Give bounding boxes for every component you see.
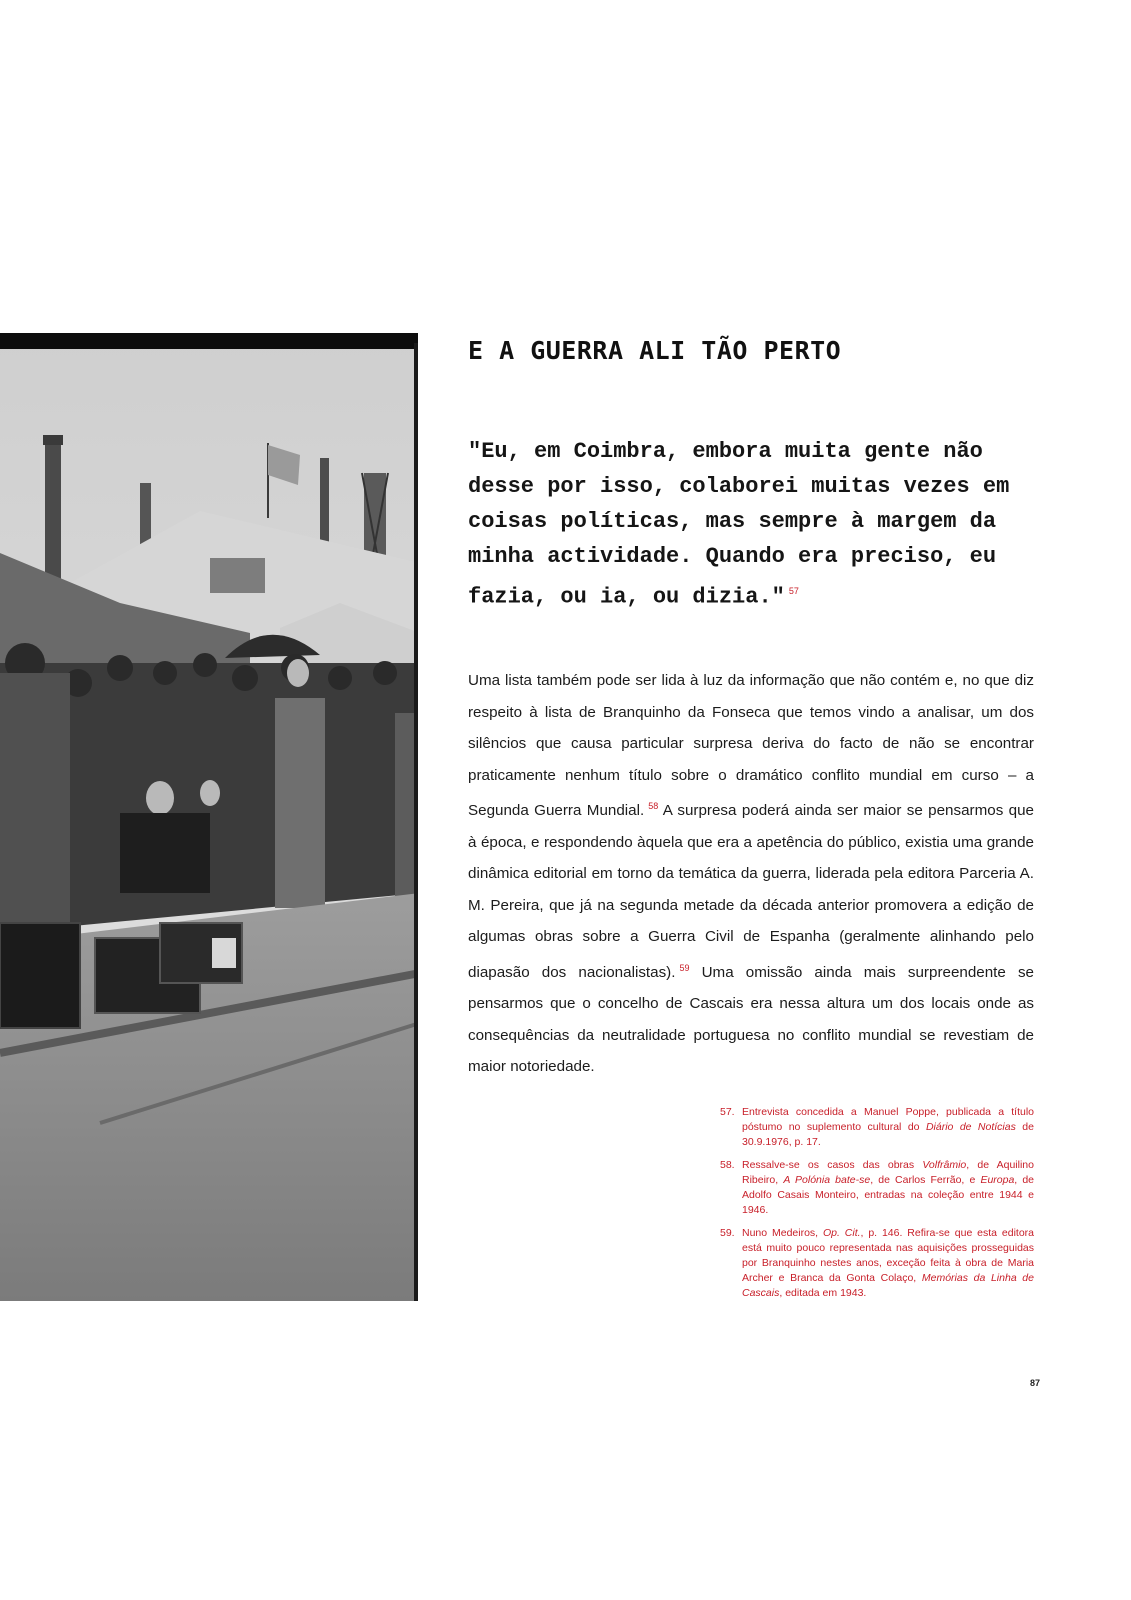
footnote-italic: Europa (980, 1174, 1015, 1186)
footnote-italic: A Polónia bate-se (783, 1174, 871, 1186)
footnote-59 (720, 1226, 1034, 1301)
body-text-part-3: Uma omissão ainda mais surpreendente se pensarmos que o concelho de Cascais era nessa altura um dos locais onde as consequências da neutralidade portuguesa no conflito mundial se revestiam de maior notoriedade. (468, 963, 1034, 1076)
body-text-part-1: Uma lista também pode ser lida à luz da informação que não contém e, no que diz respeito à lista de Branquinho da Fonseca que temos vindo a analisar, um dos silêncios que causa particular surpresa deriva do facto de não se encontrar praticamente nenhum título sobre o dramático conflito mundial em curso – a Segunda Guerra Mundial. (468, 672, 1034, 820)
footnote-text: , editada em 1943. (779, 1287, 867, 1299)
footnote-italic: Volfrâmio (922, 1159, 967, 1171)
footnote-italic: Memórias da Linha de Cascais (742, 1272, 1034, 1299)
footnote-58 (720, 1158, 1034, 1218)
pull-quote (468, 434, 1028, 614)
footnote-italic: Op. Cit. (822, 1227, 861, 1239)
footnote-number: 59. (720, 1227, 735, 1239)
footnote-text: Ressalve-se os casos das obras (742, 1159, 923, 1171)
footnotes (720, 1105, 1034, 1309)
footnote-ref-57[interactable]: 57 (788, 586, 799, 596)
pull-quote-text: "Eu, em Coimbra, embora muita gente não desse por isso, colaborei muitas vezes em coisas políticas, mas sempre à margem da minha actividade. Quando era preciso, eu fazia, ou ia, ou dizia." (468, 439, 1010, 610)
footnote-text: Entrevista concedida a Manuel Poppe, publicada a título póstumo no suplemento cultural do (742, 1106, 1034, 1133)
footnote-text: , de Carlos Ferrão, e (870, 1174, 981, 1186)
footnote-text: de 30.9.1976, p. 17. (742, 1121, 1034, 1148)
page-number: 87 (1030, 1378, 1041, 1388)
body-text-part-2: A surpresa poderá ainda ser maior se pensarmos que à época, e respondendo àquela que era a apetência do público, existia uma grande dinâmica editorial em torno da temática da guerra, liderada pela editora Parceria A. M. Pereira, que já na segunda metade da década anterior promovera a edição de algumas obras sobre a Guerra Civil de Espanha (geralmente alinhando pelo diapasão dos nacionalistas). (468, 802, 1034, 981)
body-paragraph (468, 665, 1034, 1083)
footnote-number: 58. (720, 1159, 735, 1171)
historical-photo (0, 333, 435, 1301)
footnote-ref-59[interactable]: 59 (679, 962, 690, 973)
footnote-57 (720, 1105, 1034, 1150)
footnote-italic: Diário de Notícias (925, 1121, 1016, 1133)
footnote-text: , de Adolfo Casais Monteiro, entradas na coleção entre 1944 e 1946. (742, 1174, 1035, 1216)
page-title: E A GUERRA ALI TÃO PERTO (468, 336, 842, 365)
footnote-text: , de Aquilino Ribeiro, (742, 1159, 1034, 1186)
footnote-number: 57. (720, 1106, 735, 1118)
footnote-text: , p. 146. Refira-se que esta editora está muito pouco representada nas aquisições prosseguidas por Branquinho nestes anos, exceção feita à obra de Maria Archer e Branca da Gonta Colaço, (742, 1227, 1034, 1284)
footnote-ref-58[interactable]: 58 (648, 801, 659, 811)
footnote-text: Nuno Medeiros, (742, 1227, 823, 1239)
